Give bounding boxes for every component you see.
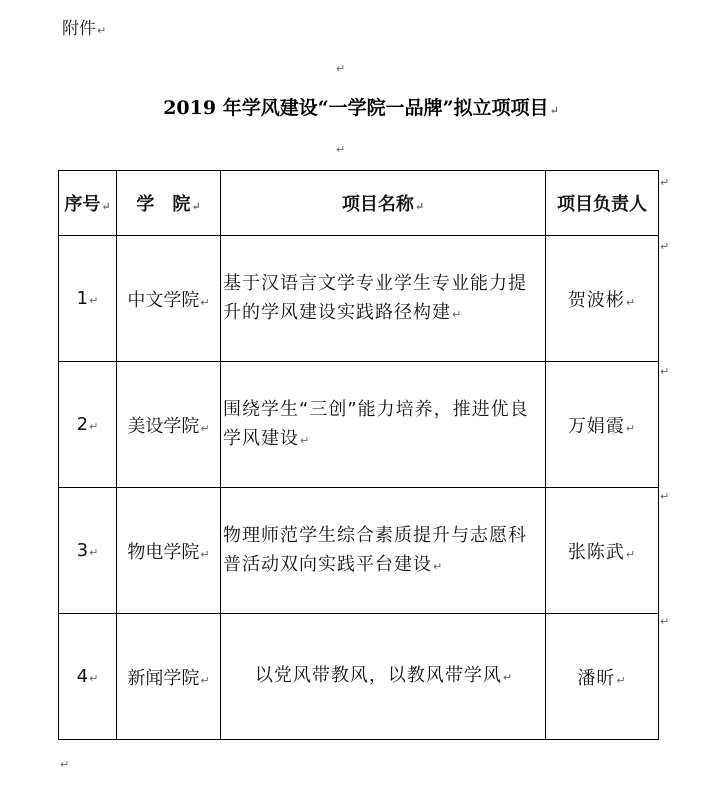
row-end-mark: ↵ [660, 490, 670, 503]
cell-project-name: 以党风带教风，以教风带学风↵ [221, 614, 546, 740]
header-school: 学 院↵ [117, 171, 221, 236]
cell-project-lead: 张陈武↵ [546, 488, 659, 614]
table-row [59, 362, 659, 488]
blank-paragraph-mark: ↵ [336, 143, 346, 156]
cell-no: 2↵ [59, 362, 117, 488]
cell-school: 美设学院↵ [117, 362, 221, 488]
table-header-row [59, 171, 659, 236]
cell-no: 3↵ [59, 488, 117, 614]
row-end-mark: ↵ [660, 615, 670, 628]
cell-school: 物电学院↵ [117, 488, 221, 614]
cell-school: 新闻学院↵ [117, 614, 221, 740]
header-project-lead: 项目负责人 [546, 171, 659, 236]
cell-school: 中文学院↵ [117, 236, 221, 362]
document-title: 2019 年学风建设“一学院一品牌”拟立项项目↵ [163, 97, 559, 119]
cell-project-name: 物理师范学生综合素质提升与志愿科普活动双向实践平台建设↵ [221, 488, 546, 614]
cell-project-lead: 潘昕↵ [546, 614, 659, 740]
row-end-mark: ↵ [660, 365, 670, 378]
cell-no: 4↵ [59, 614, 117, 740]
header-project-name: 项目名称↵ [221, 171, 546, 236]
row-end-mark: ↵ [660, 176, 670, 189]
table-row [59, 488, 659, 614]
cell-no: 1↵ [59, 236, 117, 362]
cell-project-lead: 贺波彬↵ [546, 236, 659, 362]
cell-project-name: 基于汉语言文学专业学生专业能力提升的学风建设实践路径构建↵ [221, 236, 546, 362]
header-no: 序号↵ [59, 171, 117, 236]
row-end-mark: ↵ [660, 240, 670, 253]
blank-paragraph-mark: ↵ [60, 758, 70, 771]
table-row [59, 236, 659, 362]
attachment-label: 附件↵ [62, 19, 107, 39]
blank-paragraph-mark: ↵ [336, 62, 346, 75]
cell-project-lead: 万娟霞↵ [546, 362, 659, 488]
cell-project-name: 围绕学生“三创”能力培养，推进优良学风建设↵ [221, 362, 546, 488]
project-table [58, 170, 659, 740]
table-row [59, 614, 659, 740]
